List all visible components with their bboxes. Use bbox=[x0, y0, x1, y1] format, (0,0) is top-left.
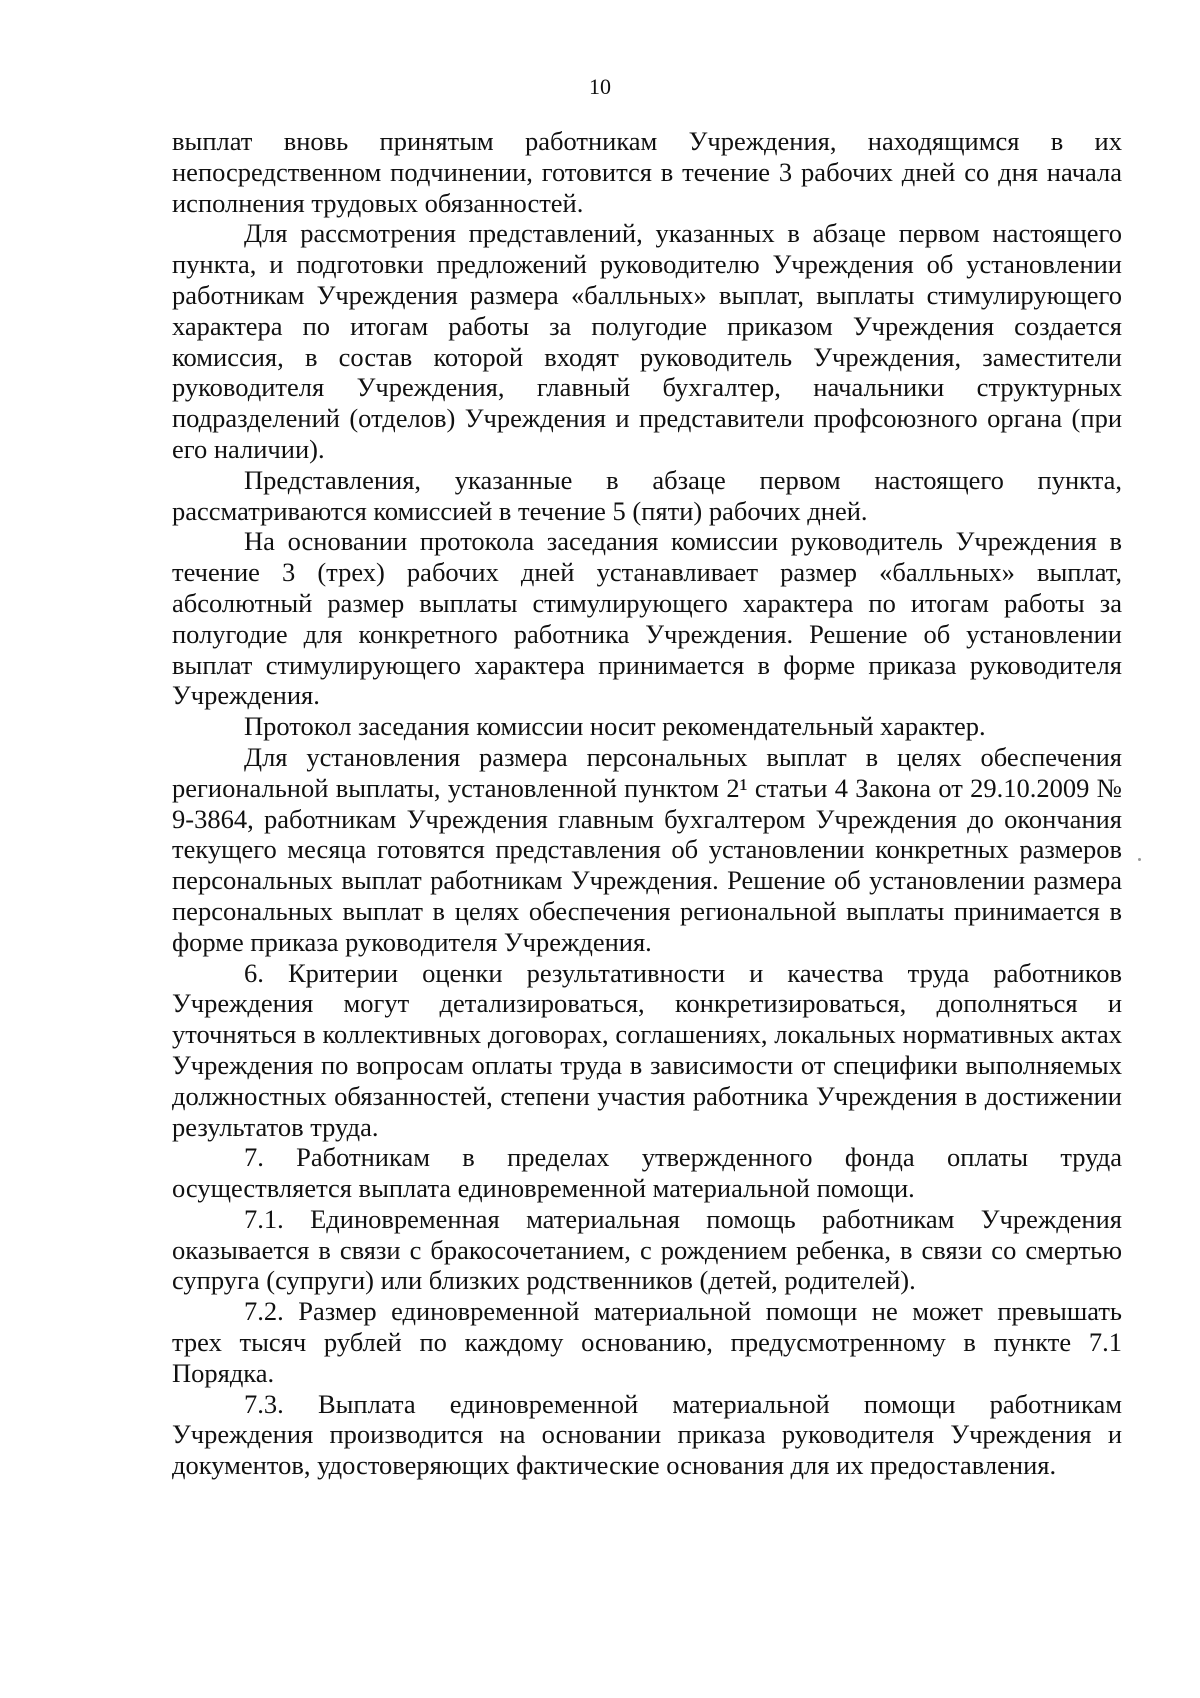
paragraph-commission: Для рассмотрения представлений, указанных в абзаце первом настоящего пункта, и подготовки предложений руководителю Учреждения об установлении работникам Учреждения размера «балльных» выплат, выплаты стимулирующего характера по итогам работы за полугодие приказом Учреждения создается комиссия, в состав которой входят руководитель Учреждения, заместители руководителя Учреждения, главный бухгалтер, начальники структурных подразделений (отделов) Учреждения и представители профсоюзного органа (при его наличии). bbox=[172, 218, 1122, 464]
paragraph-personal-payments: Для установления размера персональных выплат в целях обеспечения региональной выплаты, установленной пунктом 2¹ статьи 4 Закона от 29.10.2009 № 9-3864, работникам Учреждения главным бухгалтером Учреждения до окончания текущего месяца готовятся представления об установлении конкретных размеров персональных выплат работникам Учреждения. Решение об установлении размера персональных выплат в целях обеспечения региональной выплаты принимается в форме приказа руководителя Учреждения. bbox=[172, 741, 1122, 957]
page-number: 10 bbox=[589, 74, 611, 99]
paragraph-item-7-3: 7.3. Выплата единовременной материальной помощи работникам Учреждения производится на основании приказа руководителя Учреждения и документов, удостоверяющих фактические основания для их предоставления. bbox=[172, 1388, 1122, 1481]
scan-speck bbox=[1138, 858, 1141, 861]
paragraph-item-7-2: 7.2. Размер единовременной материальной помощи не может превышать трех тысяч рублей по каждому основанию, предусмотренному в пункте 7.1 Порядка. bbox=[172, 1296, 1122, 1388]
paragraph-item-7-1: 7.1. Единовременная материальная помощь работникам Учреждения оказывается в связи с бракосочетанием, с рождением ребенка, в связи со смертью супруга (супруги) или близких родственников (детей, родителей). bbox=[172, 1203, 1122, 1296]
paragraph-review-period: Представления, указанные в абзаце первом настоящего пункта, рассматриваются комиссией в течение 5 (пяти) рабочих дней. bbox=[172, 464, 1122, 526]
paragraph-continuation: выплат вновь принятым работникам Учреждения, находящимся в их непосредственном подчинении, готовится в течение 3 рабочих дней со дня начала исполнения трудовых обязанностей. bbox=[172, 126, 1122, 218]
paragraph-protocol-nature: Протокол заседания комиссии носит рекомендательный характер. bbox=[244, 711, 986, 742]
paragraph-item-7: 7. Работникам в пределах утвержденного фонда оплаты труда осуществляется выплата единовременной материальной помощи. bbox=[172, 1142, 1122, 1204]
paragraph-protocol-decision: На основании протокола заседания комиссии руководитель Учреждения в течение 3 (трех) рабочих дней устанавливает размер «балльных» выплат, абсолютный размер выплаты стимулирующего характера по итогам работы за полугодие для конкретного работника Учреждения. Решение об установлении выплат стимулирующего характера принимается в форме приказа руководителя Учреждения. bbox=[172, 526, 1122, 711]
document-body bbox=[172, 126, 1122, 1481]
paragraph-item-6-criteria: 6. Критерии оценки результативности и качества труда работников Учреждения могут детализироваться, конкретизироваться, дополняться и уточняться в коллективных договорах, соглашениях, локальных нормативных актах Учреждения по вопросам оплаты труда в зависимости от специфики выполняемых должностных обязанностей, степени участия работника Учреждения в достижении результатов труда. bbox=[172, 957, 1122, 1142]
